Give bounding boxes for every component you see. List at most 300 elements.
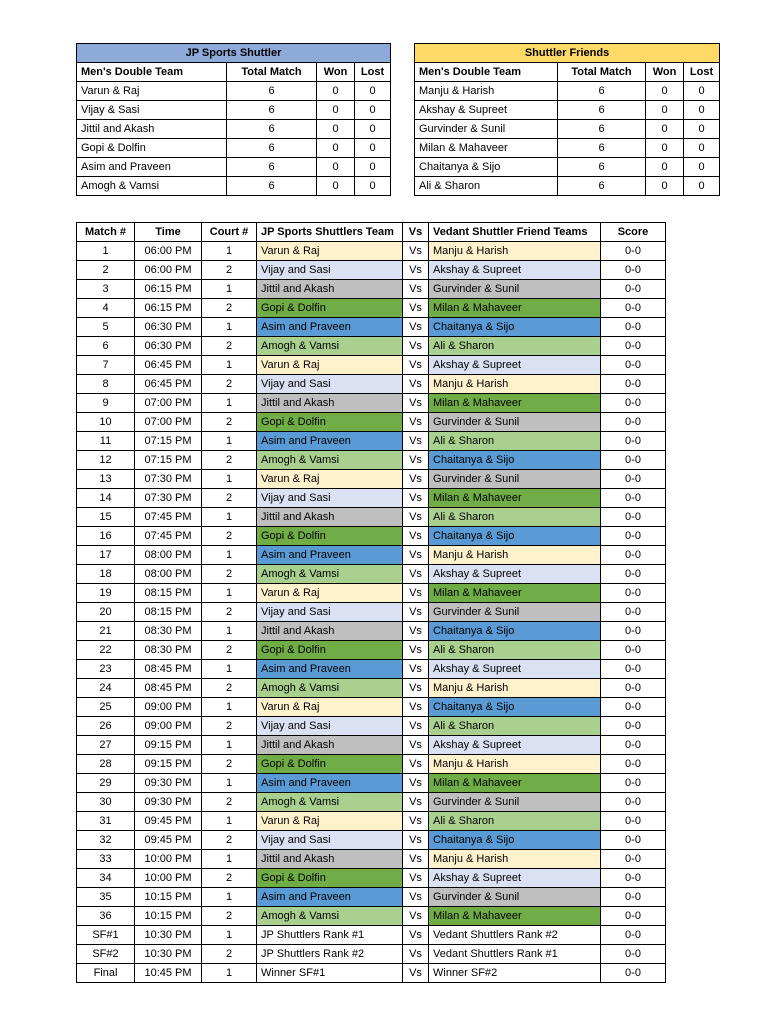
schedule-row — [77, 318, 666, 337]
court-number: 1 — [202, 546, 257, 565]
sf-lost-count: 0 — [684, 177, 720, 196]
sf-team-name: Chaitanya & Sijo — [415, 158, 558, 177]
sf-team-cell: Ali & Sharon — [429, 337, 601, 356]
court-number: 2 — [202, 413, 257, 432]
jp-team-cell: JP Shuttlers Rank #2 — [257, 945, 403, 964]
vs-cell: Vs — [403, 546, 429, 565]
schedule-row — [77, 489, 666, 508]
jp-total-match: 6 — [227, 82, 317, 101]
match-time: 07:45 PM — [135, 527, 202, 546]
jp-team-cell: Gopi & Dolfin — [257, 869, 403, 888]
match-time: 08:15 PM — [135, 584, 202, 603]
jp-team-cell: Asim and Praveen — [257, 432, 403, 451]
score-cell: 0-0 — [601, 337, 666, 356]
vs-cell: Vs — [403, 394, 429, 413]
schedule-row — [77, 926, 666, 945]
schedule-row — [77, 831, 666, 850]
vs-cell: Vs — [403, 489, 429, 508]
court-number: 1 — [202, 888, 257, 907]
jp-won-count: 0 — [317, 101, 355, 120]
jp-team-cell: Gopi & Dolfin — [257, 413, 403, 432]
sf-col-total: Total Match — [558, 63, 646, 82]
court-number: 2 — [202, 375, 257, 394]
vs-cell: Vs — [403, 565, 429, 584]
jp-team-cell: Vijay and Sasi — [257, 717, 403, 736]
sf-total-match: 6 — [558, 177, 646, 196]
vs-cell: Vs — [403, 242, 429, 261]
schedule-row — [77, 907, 666, 926]
match-time: 09:45 PM — [135, 812, 202, 831]
match-number: 31 — [77, 812, 135, 831]
sf-team-cell: Chaitanya & Sijo — [429, 622, 601, 641]
sf-lost-count: 0 — [684, 101, 720, 120]
match-time: 09:30 PM — [135, 774, 202, 793]
sf-total-match: 6 — [558, 158, 646, 177]
sf-team-cell: Akshay & Supreet — [429, 356, 601, 375]
vs-cell: Vs — [403, 755, 429, 774]
jp-standings-table — [76, 43, 391, 196]
vs-cell: Vs — [403, 280, 429, 299]
sf-team-cell: Ali & Sharon — [429, 432, 601, 451]
match-number: 8 — [77, 375, 135, 394]
score-cell: 0-0 — [601, 299, 666, 318]
jp-team-name: Gopi & Dolfin — [77, 139, 227, 158]
schedule-row — [77, 451, 666, 470]
match-number: 32 — [77, 831, 135, 850]
vs-cell: Vs — [403, 850, 429, 869]
court-number: 2 — [202, 603, 257, 622]
match-time: 07:15 PM — [135, 432, 202, 451]
match-time: 07:00 PM — [135, 394, 202, 413]
match-time: 06:45 PM — [135, 356, 202, 375]
score-cell: 0-0 — [601, 831, 666, 850]
score-cell: 0-0 — [601, 565, 666, 584]
vs-cell: Vs — [403, 413, 429, 432]
sf-team-cell: Milan & Mahaveer — [429, 907, 601, 926]
score-cell: 0-0 — [601, 888, 666, 907]
jp-team-cell: Jittil and Akash — [257, 850, 403, 869]
schedule-row — [77, 565, 666, 584]
match-time: 06:15 PM — [135, 280, 202, 299]
score-cell: 0-0 — [601, 470, 666, 489]
court-number: 2 — [202, 755, 257, 774]
jp-team-cell: Varun & Raj — [257, 470, 403, 489]
vs-cell: Vs — [403, 318, 429, 337]
match-time: 10:15 PM — [135, 907, 202, 926]
match-number: 35 — [77, 888, 135, 907]
match-number: 24 — [77, 679, 135, 698]
jp-team-cell: Asim and Praveen — [257, 774, 403, 793]
schedule-row — [77, 679, 666, 698]
jp-team-cell: Jittil and Akash — [257, 394, 403, 413]
match-time: 08:45 PM — [135, 660, 202, 679]
jp-won-count: 0 — [317, 158, 355, 177]
score-cell: 0-0 — [601, 755, 666, 774]
match-time: 06:00 PM — [135, 242, 202, 261]
match-number: 9 — [77, 394, 135, 413]
sf-lost-count: 0 — [684, 139, 720, 158]
sf-total-match: 6 — [558, 82, 646, 101]
vs-cell: Vs — [403, 774, 429, 793]
match-number: 19 — [77, 584, 135, 603]
match-time: 10:00 PM — [135, 869, 202, 888]
score-cell: 0-0 — [601, 907, 666, 926]
court-number: 2 — [202, 299, 257, 318]
vs-cell: Vs — [403, 831, 429, 850]
sf-team-name: Akshay & Supreet — [415, 101, 558, 120]
court-number: 1 — [202, 242, 257, 261]
jp-table-title: JP Sports Shuttler — [77, 44, 391, 63]
jp-lost-count: 0 — [355, 120, 391, 139]
match-time: 10:00 PM — [135, 850, 202, 869]
match-time: 06:15 PM — [135, 299, 202, 318]
score-cell: 0-0 — [601, 356, 666, 375]
schedule-row — [77, 641, 666, 660]
score-cell: 0-0 — [601, 489, 666, 508]
vs-cell: Vs — [403, 888, 429, 907]
vs-cell: Vs — [403, 527, 429, 546]
sf-team-cell: Manju & Harish — [429, 755, 601, 774]
sf-team-cell: Manju & Harish — [429, 242, 601, 261]
jp-team-name: Asim and Praveen — [77, 158, 227, 177]
jp-won-count: 0 — [317, 139, 355, 158]
jp-team-cell: Asim and Praveen — [257, 318, 403, 337]
court-number: 1 — [202, 926, 257, 945]
vs-cell: Vs — [403, 679, 429, 698]
sf-standings-row — [415, 139, 720, 158]
match-time: 08:00 PM — [135, 546, 202, 565]
sf-team-cell: Manju & Harish — [429, 850, 601, 869]
schedule-row — [77, 337, 666, 356]
court-number: 1 — [202, 736, 257, 755]
match-number: 28 — [77, 755, 135, 774]
score-cell: 0-0 — [601, 432, 666, 451]
sf-standings-row — [415, 158, 720, 177]
schedule-row — [77, 508, 666, 527]
match-number: 5 — [77, 318, 135, 337]
sf-col-lost: Lost — [684, 63, 720, 82]
score-cell: 0-0 — [601, 584, 666, 603]
match-schedule-table — [76, 222, 666, 983]
sf-won-count: 0 — [646, 101, 684, 120]
jp-team-cell: Gopi & Dolfin — [257, 641, 403, 660]
vs-cell: Vs — [403, 584, 429, 603]
court-number: 2 — [202, 489, 257, 508]
jp-team-cell: Amogh & Vamsi — [257, 565, 403, 584]
col-sf-team: Vedant Shuttler Friend Teams — [429, 223, 601, 242]
sf-team-cell: Milan & Mahaveer — [429, 299, 601, 318]
score-cell: 0-0 — [601, 603, 666, 622]
score-cell: 0-0 — [601, 413, 666, 432]
match-number: 3 — [77, 280, 135, 299]
match-number: 22 — [77, 641, 135, 660]
sf-team-cell: Vedant Shuttlers Rank #1 — [429, 945, 601, 964]
sf-team-cell: Milan & Mahaveer — [429, 489, 601, 508]
jp-team-name: Amogh & Vamsi — [77, 177, 227, 196]
jp-team-cell: Jittil and Akash — [257, 736, 403, 755]
match-time: 09:00 PM — [135, 698, 202, 717]
vs-cell: Vs — [403, 337, 429, 356]
jp-col-won: Won — [317, 63, 355, 82]
sf-standings-row — [415, 177, 720, 196]
schedule-row — [77, 660, 666, 679]
score-cell: 0-0 — [601, 812, 666, 831]
score-cell: 0-0 — [601, 318, 666, 337]
sf-team-cell: Akshay & Supreet — [429, 261, 601, 280]
jp-team-cell: Gopi & Dolfin — [257, 755, 403, 774]
schedule-row — [77, 261, 666, 280]
sf-total-match: 6 — [558, 120, 646, 139]
col-score: Score — [601, 223, 666, 242]
match-time: 06:00 PM — [135, 261, 202, 280]
court-number: 2 — [202, 679, 257, 698]
vs-cell: Vs — [403, 470, 429, 489]
jp-standings-row — [77, 177, 391, 196]
match-number: SF#1 — [77, 926, 135, 945]
jp-won-count: 0 — [317, 82, 355, 101]
score-cell: 0-0 — [601, 660, 666, 679]
schedule-row — [77, 356, 666, 375]
jp-team-cell: JP Shuttlers Rank #1 — [257, 926, 403, 945]
vs-cell: Vs — [403, 261, 429, 280]
score-cell: 0-0 — [601, 679, 666, 698]
court-number: 1 — [202, 508, 257, 527]
match-time: 09:15 PM — [135, 755, 202, 774]
score-cell: 0-0 — [601, 698, 666, 717]
vs-cell: Vs — [403, 926, 429, 945]
match-time: 09:30 PM — [135, 793, 202, 812]
jp-team-cell: Gopi & Dolfin — [257, 527, 403, 546]
match-time: 07:45 PM — [135, 508, 202, 527]
sf-team-cell: Gurvinder & Sunil — [429, 603, 601, 622]
match-number: 25 — [77, 698, 135, 717]
sf-team-name: Manju & Harish — [415, 82, 558, 101]
score-cell: 0-0 — [601, 622, 666, 641]
sf-team-cell: Ali & Sharon — [429, 812, 601, 831]
jp-team-cell: Vijay and Sasi — [257, 261, 403, 280]
schedule-row — [77, 527, 666, 546]
sf-team-cell: Gurvinder & Sunil — [429, 888, 601, 907]
schedule-row — [77, 375, 666, 394]
match-time: 07:00 PM — [135, 413, 202, 432]
schedule-row — [77, 242, 666, 261]
sf-team-cell: Manju & Harish — [429, 375, 601, 394]
court-number: 1 — [202, 698, 257, 717]
court-number: 2 — [202, 907, 257, 926]
sf-header-row — [415, 63, 720, 82]
court-number: 2 — [202, 945, 257, 964]
vs-cell: Vs — [403, 603, 429, 622]
score-cell: 0-0 — [601, 508, 666, 527]
match-time: 08:00 PM — [135, 565, 202, 584]
jp-team-cell: Amogh & Vamsi — [257, 793, 403, 812]
court-number: 2 — [202, 451, 257, 470]
jp-team-cell: Jittil and Akash — [257, 622, 403, 641]
court-number: 1 — [202, 394, 257, 413]
sf-won-count: 0 — [646, 139, 684, 158]
court-number: 1 — [202, 622, 257, 641]
sf-team-cell: Gurvinder & Sunil — [429, 280, 601, 299]
sf-team-name: Gurvinder & Sunil — [415, 120, 558, 139]
match-number: 36 — [77, 907, 135, 926]
match-number: 34 — [77, 869, 135, 888]
sf-team-cell: Manju & Harish — [429, 679, 601, 698]
jp-team-cell: Amogh & Vamsi — [257, 907, 403, 926]
jp-team-cell: Amogh & Vamsi — [257, 679, 403, 698]
match-number: 17 — [77, 546, 135, 565]
schedule-row — [77, 717, 666, 736]
sf-total-match: 6 — [558, 139, 646, 158]
match-time: 09:15 PM — [135, 736, 202, 755]
sf-team-cell: Chaitanya & Sijo — [429, 831, 601, 850]
vs-cell: Vs — [403, 793, 429, 812]
jp-team-cell: Jittil and Akash — [257, 280, 403, 299]
match-number: 2 — [77, 261, 135, 280]
match-time: 08:30 PM — [135, 641, 202, 660]
score-cell: 0-0 — [601, 774, 666, 793]
sf-won-count: 0 — [646, 120, 684, 139]
jp-standings-row — [77, 101, 391, 120]
jp-team-cell: Varun & Raj — [257, 242, 403, 261]
score-cell: 0-0 — [601, 717, 666, 736]
sf-team-cell: Milan & Mahaveer — [429, 394, 601, 413]
score-cell: 0-0 — [601, 964, 666, 983]
court-number: 1 — [202, 356, 257, 375]
match-number: 11 — [77, 432, 135, 451]
match-time: 08:45 PM — [135, 679, 202, 698]
schedule-row — [77, 584, 666, 603]
score-cell: 0-0 — [601, 375, 666, 394]
match-time: 10:30 PM — [135, 926, 202, 945]
sf-team-cell: Akshay & Supreet — [429, 565, 601, 584]
vs-cell: Vs — [403, 299, 429, 318]
sf-standings-row — [415, 101, 720, 120]
score-cell: 0-0 — [601, 527, 666, 546]
sf-lost-count: 0 — [684, 120, 720, 139]
sf-team-cell: Chaitanya & Sijo — [429, 527, 601, 546]
jp-team-cell: Winner SF#1 — [257, 964, 403, 983]
vs-cell: Vs — [403, 717, 429, 736]
jp-total-match: 6 — [227, 139, 317, 158]
vs-cell: Vs — [403, 869, 429, 888]
match-number: 4 — [77, 299, 135, 318]
match-number: 16 — [77, 527, 135, 546]
sf-team-cell: Ali & Sharon — [429, 641, 601, 660]
sf-team-cell: Milan & Mahaveer — [429, 584, 601, 603]
sf-lost-count: 0 — [684, 82, 720, 101]
court-number: 2 — [202, 337, 257, 356]
schedule-row — [77, 280, 666, 299]
match-time: 07:30 PM — [135, 489, 202, 508]
vs-cell: Vs — [403, 451, 429, 470]
score-cell: 0-0 — [601, 546, 666, 565]
match-number: 30 — [77, 793, 135, 812]
match-number: 12 — [77, 451, 135, 470]
col-vs: Vs — [403, 223, 429, 242]
match-number: 20 — [77, 603, 135, 622]
match-number: 10 — [77, 413, 135, 432]
schedule-body — [77, 223, 666, 983]
jp-standings-body — [77, 44, 391, 196]
court-number: 2 — [202, 641, 257, 660]
sf-standings-table — [414, 43, 720, 196]
schedule-row — [77, 432, 666, 451]
sf-won-count: 0 — [646, 158, 684, 177]
jp-col-total: Total Match — [227, 63, 317, 82]
match-time: 06:30 PM — [135, 318, 202, 337]
match-time: 07:15 PM — [135, 451, 202, 470]
match-number: Final — [77, 964, 135, 983]
court-number: 1 — [202, 964, 257, 983]
score-cell: 0-0 — [601, 394, 666, 413]
schedule-header-row — [77, 223, 666, 242]
schedule-row — [77, 888, 666, 907]
jp-total-match: 6 — [227, 101, 317, 120]
jp-lost-count: 0 — [355, 158, 391, 177]
jp-team-name: Varun & Raj — [77, 82, 227, 101]
vs-cell: Vs — [403, 698, 429, 717]
vs-cell: Vs — [403, 432, 429, 451]
sf-team-cell: Chaitanya & Sijo — [429, 698, 601, 717]
jp-team-cell: Vijay and Sasi — [257, 603, 403, 622]
match-time: 07:30 PM — [135, 470, 202, 489]
schedule-row — [77, 603, 666, 622]
jp-team-cell: Varun & Raj — [257, 812, 403, 831]
col-court: Court # — [202, 223, 257, 242]
schedule-row — [77, 850, 666, 869]
sf-won-count: 0 — [646, 82, 684, 101]
schedule-row — [77, 964, 666, 983]
jp-team-cell: Asim and Praveen — [257, 546, 403, 565]
score-cell: 0-0 — [601, 793, 666, 812]
sf-team-cell: Milan & Mahaveer — [429, 774, 601, 793]
match-time: 08:15 PM — [135, 603, 202, 622]
match-number: 14 — [77, 489, 135, 508]
sf-team-cell: Winner SF#2 — [429, 964, 601, 983]
jp-col-lost: Lost — [355, 63, 391, 82]
court-number: 1 — [202, 774, 257, 793]
schedule-row — [77, 413, 666, 432]
sf-team-cell: Vedant Shuttlers Rank #2 — [429, 926, 601, 945]
court-number: 2 — [202, 831, 257, 850]
jp-team-name: Jittil and Akash — [77, 120, 227, 139]
sf-lost-count: 0 — [684, 158, 720, 177]
court-number: 2 — [202, 793, 257, 812]
match-time: 06:30 PM — [135, 337, 202, 356]
sf-team-cell: Gurvinder & Sunil — [429, 470, 601, 489]
sf-team-cell: Akshay & Supreet — [429, 869, 601, 888]
schedule-row — [77, 755, 666, 774]
vs-cell: Vs — [403, 736, 429, 755]
jp-team-cell: Gopi & Dolfin — [257, 299, 403, 318]
score-cell: 0-0 — [601, 869, 666, 888]
match-number: 6 — [77, 337, 135, 356]
jp-header-row — [77, 63, 391, 82]
score-cell: 0-0 — [601, 945, 666, 964]
court-number: 1 — [202, 660, 257, 679]
sf-team-cell: Akshay & Supreet — [429, 736, 601, 755]
match-time: 09:00 PM — [135, 717, 202, 736]
jp-team-name: Vijay & Sasi — [77, 101, 227, 120]
match-number: 15 — [77, 508, 135, 527]
match-number: 27 — [77, 736, 135, 755]
sf-table-title: Shuttler Friends — [415, 44, 720, 63]
schedule-row — [77, 793, 666, 812]
sf-col-team: Men's Double Team — [415, 63, 558, 82]
vs-cell: Vs — [403, 945, 429, 964]
jp-won-count: 0 — [317, 177, 355, 196]
jp-team-cell: Varun & Raj — [257, 584, 403, 603]
